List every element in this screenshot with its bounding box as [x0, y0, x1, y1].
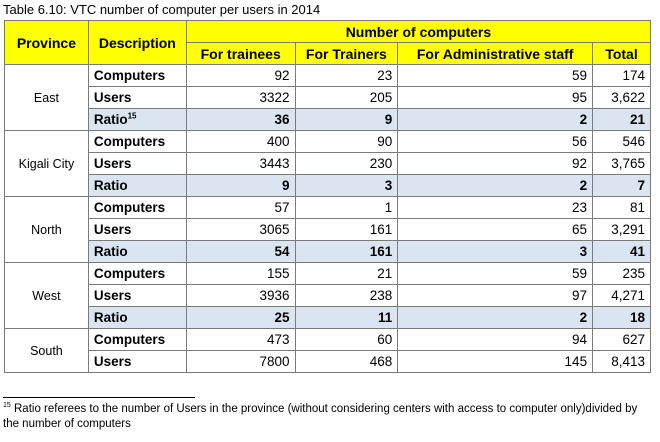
admin-value-cell: 92: [398, 153, 593, 175]
table-row: [5, 65, 651, 87]
trainees-value-cell: 57: [186, 197, 295, 219]
trainers-value-cell: 161: [295, 219, 398, 241]
table-body: [5, 65, 651, 373]
description-cell: [88, 153, 186, 175]
trainees-value-cell: 9: [186, 175, 295, 197]
admin-value-cell: 97: [398, 285, 593, 307]
trainers-value-cell: 90: [295, 131, 398, 153]
description-label: Computers: [93, 134, 166, 149]
trainers-value-cell: 60: [295, 329, 398, 351]
total-value-cell: 7: [593, 175, 651, 197]
description-label: Computers: [93, 200, 166, 215]
description-cell: [88, 131, 186, 153]
table-caption: Table 6.10: VTC number of computer per users in 2014: [3, 2, 321, 17]
table-row: [5, 109, 651, 131]
trainees-value-cell: 3322: [186, 87, 295, 109]
table-row: [5, 87, 651, 109]
description-label: Users: [93, 288, 132, 303]
trainees-value-cell: 155: [186, 263, 295, 285]
footnote-ref: 15: [127, 111, 137, 121]
header-total: Total: [593, 43, 651, 65]
admin-value-cell: 23: [398, 197, 593, 219]
total-value-cell: 18: [593, 307, 651, 329]
table-row: [5, 197, 651, 219]
description-label: Ratio: [93, 112, 128, 127]
admin-value-cell: 3: [398, 241, 593, 263]
description-cell: [88, 263, 186, 285]
description-cell: [88, 219, 186, 241]
total-value-cell: 41: [593, 241, 651, 263]
description-label: Users: [93, 90, 132, 105]
admin-value-cell: 56: [398, 131, 593, 153]
description-cell: [88, 109, 186, 131]
total-value-cell: 21: [593, 109, 651, 131]
trainers-value-cell: 238: [295, 285, 398, 307]
description-cell: [88, 241, 186, 263]
total-value-cell: 4,271: [593, 285, 651, 307]
description-cell: [88, 285, 186, 307]
table-row: [5, 153, 651, 175]
description-label: Ratio: [93, 178, 128, 193]
trainees-value-cell: 25: [186, 307, 295, 329]
footnote: [3, 402, 653, 432]
trainees-value-cell: 400: [186, 131, 295, 153]
description-label: Users: [93, 222, 132, 237]
admin-value-cell: 2: [398, 109, 593, 131]
header-for-trainees: For trainees: [186, 43, 295, 65]
province-cell: West: [5, 263, 89, 329]
table-row: [5, 351, 651, 373]
description-label: Computers: [93, 332, 166, 347]
trainers-value-cell: 21: [295, 263, 398, 285]
trainers-value-cell: 3: [295, 175, 398, 197]
trainees-value-cell: 3443: [186, 153, 295, 175]
admin-value-cell: 2: [398, 175, 593, 197]
total-value-cell: 8,413: [593, 351, 651, 373]
trainers-value-cell: 205: [295, 87, 398, 109]
description-cell: [88, 175, 186, 197]
description-cell: [88, 65, 186, 87]
trainers-value-cell: 11: [295, 307, 398, 329]
total-value-cell: 3,765: [593, 153, 651, 175]
description-cell: [88, 87, 186, 109]
table-row: [5, 285, 651, 307]
admin-value-cell: 94: [398, 329, 593, 351]
admin-value-cell: 59: [398, 65, 593, 87]
description-label: Ratio: [93, 244, 128, 259]
trainers-value-cell: 9: [295, 109, 398, 131]
total-value-cell: 3,622: [593, 87, 651, 109]
total-value-cell: 81: [593, 197, 651, 219]
total-value-cell: 3,291: [593, 219, 651, 241]
trainers-value-cell: 468: [295, 351, 398, 373]
province-cell: South: [5, 329, 89, 373]
description-label: Users: [93, 354, 132, 369]
description-cell: [88, 329, 186, 351]
table-row: [5, 219, 651, 241]
trainees-value-cell: 3065: [186, 219, 295, 241]
header-for-admin-staff: For Administrative staff: [398, 43, 593, 65]
province-cell: Kigali City: [5, 131, 89, 197]
footnote-mark: 15: [3, 402, 11, 410]
trainees-value-cell: 92: [186, 65, 295, 87]
header-for-trainers: For Trainers: [295, 43, 398, 65]
table-row: [5, 263, 651, 285]
total-value-cell: 546: [593, 131, 651, 153]
description-label: Computers: [93, 266, 166, 281]
admin-value-cell: 95: [398, 87, 593, 109]
province-cell: North: [5, 197, 89, 263]
total-value-cell: 174: [593, 65, 651, 87]
trainers-value-cell: 161: [295, 241, 398, 263]
admin-value-cell: 145: [398, 351, 593, 373]
trainers-value-cell: 230: [295, 153, 398, 175]
header-number-of-computers: Number of computers: [186, 21, 650, 43]
footnote-separator: [3, 397, 195, 398]
trainees-value-cell: 36: [186, 109, 295, 131]
description-cell: [88, 307, 186, 329]
table-row: [5, 307, 651, 329]
admin-value-cell: 2: [398, 307, 593, 329]
description-cell: [88, 351, 186, 373]
trainees-value-cell: 473: [186, 329, 295, 351]
trainees-value-cell: 3936: [186, 285, 295, 307]
header-description: Description: [88, 21, 186, 65]
description-label: Users: [93, 156, 132, 171]
trainers-value-cell: 23: [295, 65, 398, 87]
trainees-value-cell: 54: [186, 241, 295, 263]
admin-value-cell: 59: [398, 263, 593, 285]
trainers-value-cell: 1: [295, 197, 398, 219]
table-row: [5, 329, 651, 351]
footnote-text: Ratio referees to the number of Users in the province (without considering centers with access to computer only)divided by the number of computers: [3, 403, 638, 430]
header-province: Province: [5, 21, 89, 65]
total-value-cell: 627: [593, 329, 651, 351]
description-cell: [88, 197, 186, 219]
description-label: Computers: [93, 68, 166, 83]
computers-per-users-table: [4, 20, 651, 373]
total-value-cell: 235: [593, 263, 651, 285]
description-label: Ratio: [93, 310, 128, 325]
admin-value-cell: 65: [398, 219, 593, 241]
table-row: [5, 175, 651, 197]
table-row: [5, 131, 651, 153]
province-cell: East: [5, 65, 89, 131]
table-row: [5, 241, 651, 263]
trainees-value-cell: 7800: [186, 351, 295, 373]
